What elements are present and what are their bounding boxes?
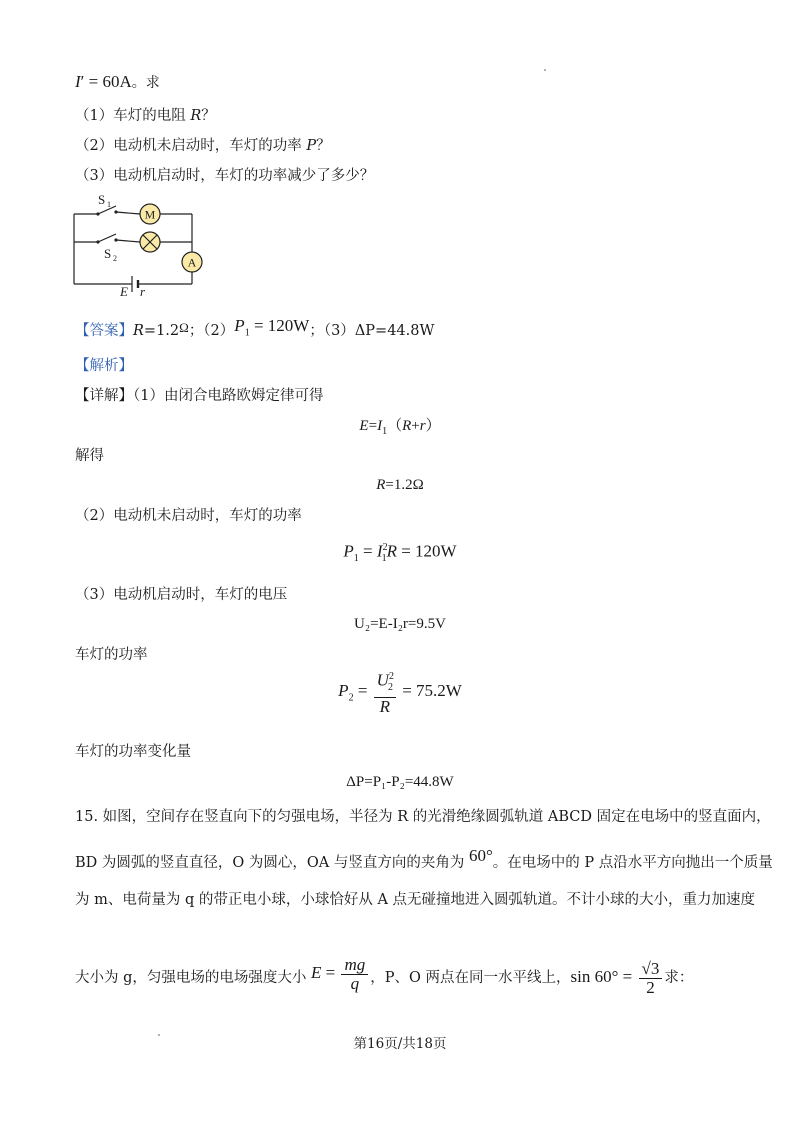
switch1-label: S [98,192,106,207]
circuit-diagram [68,192,218,300]
problem15-line1: 15. 如图，空间存在竖直向下的匀强电场，半径为 R 的光滑绝缘圆弧轨道 ABCD 固定在电场中的竖直面内， [75,809,771,825]
answer-label: 【答案】 [75,323,133,339]
analysis-label: 【解析】 [75,358,133,374]
equation-power-change: ΔP=P₁-P₂=44.8W [346,774,454,790]
emf-label: E [120,284,128,299]
answer-line: 【答案】R=1.2Ω；$(2)P_1 = 120W$；（3）ΔP=44.8W [75,316,435,339]
problem15-line4: 大小为 g，匀强电场的电场强度大小 E = $\frac{mg}{q}$ ，P、O 两点在同一水平线上，sin 60° = $\frac{√3}{2}$ 求： [75,954,694,997]
ammeter-symbol [182,252,202,272]
question-2: （2）电动机未启动时，车灯的功率 P？ [75,138,331,154]
equation-ohm-law: $E=I_1(R+r)$ [359,418,441,437]
equation-power-1: $P_1 = I^2_1R = 120W$ [343,541,457,565]
detail-step3: （3）电动机启动时，车灯的电压 [75,587,288,603]
power-change-label: 车灯的功率变化量 [75,744,191,760]
problem15-line2: BD 为圆弧的竖直直径，O 为圆心，OA 与竖直方向的夹角为 60°。在电场中的 P 点沿水平方向抛出一个质量 [75,846,773,871]
detail-step1: 【详解】（1）由闭合电路欧姆定律可得 [75,388,324,404]
solve-label: 解得 [75,448,104,464]
detail-step2: （2）电动机未启动时，车灯的功率 [75,508,302,524]
given-current: I′ = 60A。求 [75,72,160,91]
motor-label: M [144,207,156,222]
equation-power-2: $P_2$ = $\frac{U^2_2}{R}$ = 75.2W [0,668,800,712]
equation-resistance: R=1.2Ω [376,477,424,493]
motor-symbol [140,204,160,224]
lamp-icon [140,232,160,252]
page-number: 第16页/共18页 [353,1036,447,1052]
switch2-label: S [104,246,112,261]
question-3: （3）电动机启动时，车灯的功率减少了多少？ [75,168,375,184]
problem15-line3: 为 m、电荷量为 q 的带正电小球，小球恰好从 A 点无碰撞地进入圆弧轨道。不计小球的大小，重力加速度 [75,892,756,908]
equation-voltage: U₂=E-I₂r=9.5V [354,616,446,632]
switch2-sub: 2 [113,254,117,263]
switch1-sub: 1 [107,200,111,209]
scan-speck [544,69,546,71]
internal-resistance-label: r [140,284,146,299]
question-1: （1）车灯的电阻 R？ [75,108,216,124]
lamp-power-label: 车灯的功率 [75,647,148,663]
ammeter-label: A [187,255,197,270]
